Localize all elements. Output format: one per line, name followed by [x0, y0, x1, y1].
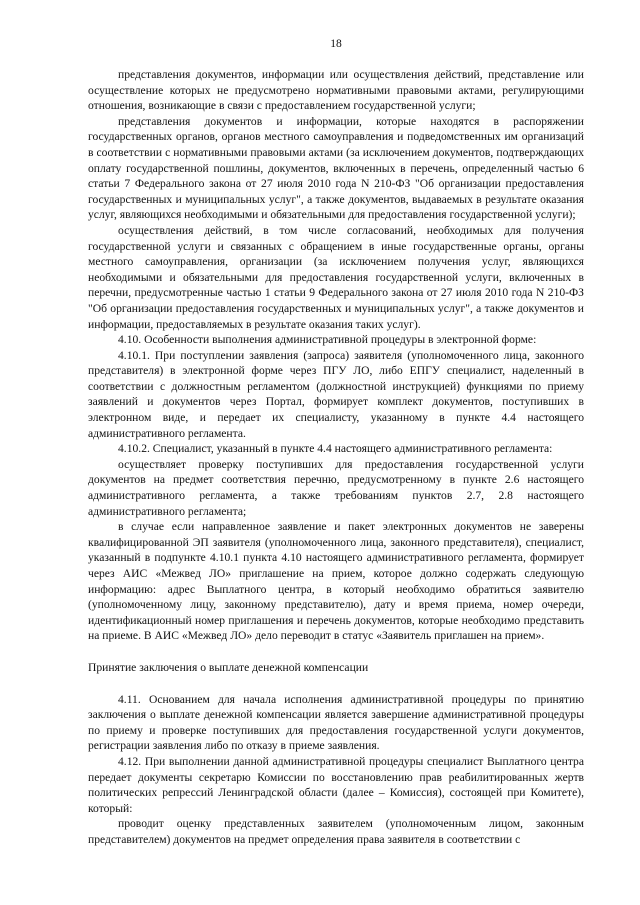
section-heading: Принятие заключения о выплате денежной компенсации	[88, 660, 369, 674]
paragraph: в случае если направленное заявление и пакет электронных документов не заверены квалифицированной ЭП заявителя (уполномоченного лица, законного представителя), специалист, указанный в подпункте 4.10.1 пункта 4.10 настоящего административного регламента, формирует через АИС «Межвед ЛО» приглашение на прием, которое должно содержать следующую информацию: адрес Выплатного центра, в который необходимо обратиться заявителю (уполномоченному лицу, законному представителю), дату и время приема, номер очереди, идентификационный номер приглашения и перечень документов, которые необходимо представить на приеме. В АИС «Межвед ЛО» дело переводит в статус «Заявитель приглашен на прием».	[88, 520, 584, 643]
paragraph: 4.12. При выполнении данной административной процедуры специалист Выплатного центра передает документы секретарю Комиссии по восстановлению прав реабилитированных жертв политических репрессий Ленинградской области (далее – Комиссия), состоящей при Комитете), который:	[88, 754, 584, 815]
paragraph: представления документов и информации, которые находятся в распоряжении государственных органов, органов местного самоуправления и подведомственных им организаций в соответствии с нормативными правовыми актами (за исключением документов, подтверждающих оплату государственной пошлины, документов, включенных в перечень, определенный частью 6 статьи 7 Федерального закона от 27 июля 2010 года N 210-ФЗ "Об организации предоставления государственных и муниципальных услуг", а также документов, выдаваемых в результате оказания услуг, являющихся необходимыми и обязательными для предоставления государственной услуги);	[88, 114, 584, 222]
page-number: 18	[330, 37, 342, 50]
paragraph: осуществления действий, в том числе согласований, необходимых для получения государственной услуги и связанных с обращением в иные государственные органы, органы местного самоуправления, организации (за исключением получения услуг, являющихся необходимыми и обязательными для предоставления государственной услуги, включенных в перечни, предусмотренные частью 1 статьи 9 Федерального закона от 27 июля 2010 года N 210-ФЗ "Об организации предоставления государственных и муниципальных услуг", а также документов и информации, предоставляемых в результате оказания таких услуг).	[88, 223, 584, 331]
document-body	[88, 67, 584, 848]
paragraph: 4.10. Особенности выполнения административной процедуры в электронной форме:	[118, 333, 537, 347]
paragraph: осуществляет проверку поступивших для предоставления государственной услуги документов на предмет соответствия перечню, предусмотренному в пункте 2.6 настоящего административного регламента, а также требованиям пунктов 2.7, 2.8 настоящего административного регламента;	[88, 457, 584, 518]
paragraph: 4.10.2. Специалист, указанный в пункте 4.4 настоящего административного регламента:	[118, 442, 553, 456]
paragraph: проводит оценку представленных заявителем (уполномоченным лицом, законным представителем) документов на предмет определения права заявителя в соответствии с	[88, 817, 584, 846]
paragraph: представления документов, информации или осуществления действий, представление или осуществление которых не предусмотрено нормативными правовыми актами, регулирующими отношения, возникающие в связи с предоставлением государственной услуги;	[88, 68, 584, 113]
paragraph: 4.10.1. При поступлении заявления (запроса) заявителя (уполномоченного лица, законного представителя) в электронной форме через ПГУ ЛО, либо ЕПГУ специалист, наделенный в соответствии с должностным регламентом (должностной инструкцией) функциями по приему заявлений и документов через Портал, формирует комплект документов, поступивших в электронном виде, и передает их специалисту, указанному в пункте 4.4 настоящего административного регламента.	[88, 348, 584, 440]
paragraph: 4.11. Основанием для начала исполнения административной процедуры по принятию заключения о выплате денежной компенсации является завершение административной процедуры по приему и проверке поступивших для предоставления государственной услуги документов, регистрации заявления либо по отказу в приеме заявления.	[88, 692, 584, 753]
